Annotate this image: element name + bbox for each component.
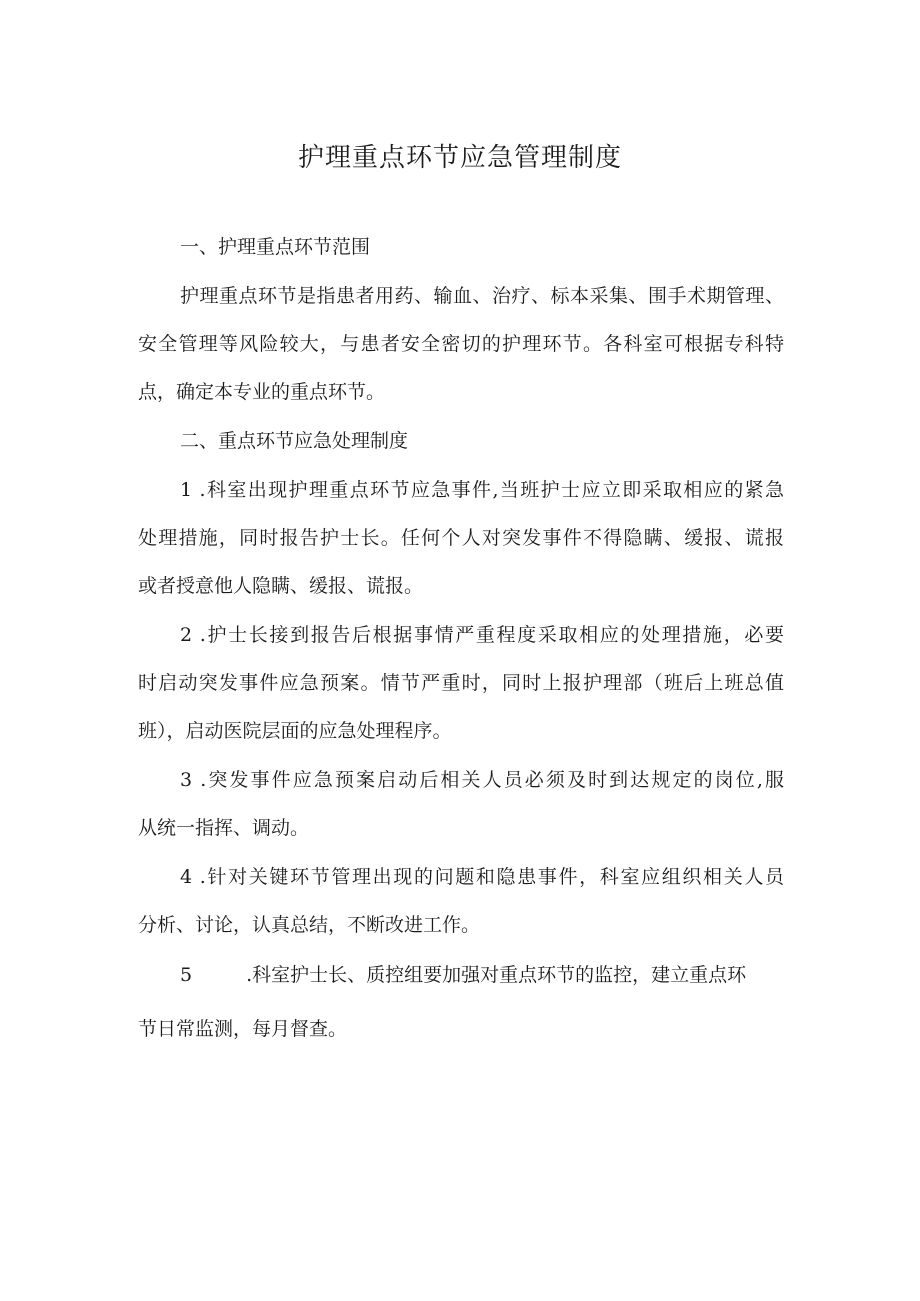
list-item-line: 1 .科室出现护理重点环节应急事件,当班护士应立即采取相应的紧急 — [180, 479, 784, 501]
list-item-line: 班），启动医院层面的应急处理程序。 — [138, 720, 452, 742]
paragraph-line: 安全管理等风险较大，与患者安全密切的护理环节。各科室可根据专科特 — [138, 333, 784, 355]
list-item-line — [180, 960, 746, 990]
list-item-line: 分析、讨论，认真总结，不断改进工作。 — [138, 914, 481, 936]
paragraph-line: 点，确定本专业的重点环节。 — [138, 381, 386, 403]
list-item-line: 处理措施，同时报告护士长。任何个人对突发事件不得隐瞒、缓报、谎报 — [138, 527, 784, 549]
section-heading: 一、护理重点环节范围 — [180, 236, 371, 258]
paragraph-line: 护理重点环节是指患者用药、输血、治疗、标本采集、围手术期管理、 — [180, 285, 784, 307]
section-heading: 二、重点环节应急处理制度 — [180, 430, 409, 452]
list-item-line: 4 .针对关键环节管理出现的问题和隐患事件，科室应组织相关人员 — [180, 866, 784, 888]
list-item-number: 5 — [180, 964, 193, 986]
list-item-line: 节日常监测，每月督查。 — [138, 1018, 348, 1040]
list-item-line: 3 .突发事件应急预案启动后相关人员必须及时到达规定的岗位,服 — [180, 769, 784, 791]
document-title: 护理重点环节应急管理制度 — [297, 143, 622, 173]
list-item-line: 时启动突发事件应急预案。情节严重时，同时上报护理部（班后上班总值 — [138, 672, 784, 694]
list-item-text: .科室护士长、质控组要加强对重点环节的监控，建立重点环 — [246, 964, 747, 986]
list-item-line: 2 .护士长接到报告后根据事情严重程度采取相应的处理措施，必要 — [180, 624, 784, 646]
list-item-line: 或者授意他人隐瞒、缓报、谎报。 — [138, 575, 424, 597]
list-item-line: 从统一指挥、调动。 — [138, 817, 310, 839]
